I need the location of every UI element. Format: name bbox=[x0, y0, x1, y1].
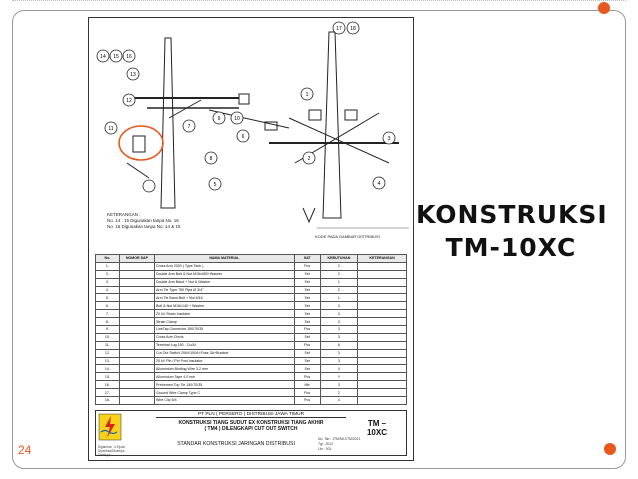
top-border-line bbox=[12, 0, 626, 5]
callout-number: 11 bbox=[108, 125, 114, 132]
cell-name: 20 kV Pin / Pin Post Insulator bbox=[155, 357, 295, 365]
cell-name: Terminal Lug 150 - Cu/Al bbox=[155, 341, 295, 349]
cell-kebutuhan: X bbox=[320, 365, 357, 373]
slide-heading bbox=[416, 198, 606, 264]
cell-sap bbox=[119, 357, 154, 365]
table-row bbox=[96, 286, 407, 294]
title-block-numbers bbox=[318, 437, 360, 452]
table-row bbox=[96, 278, 407, 286]
title-block-code bbox=[348, 419, 406, 437]
cell-kebutuhan: 3 bbox=[320, 381, 357, 389]
title-block-company: PT PLN ( PERSERO ) DISTRIBUSI JAWA TIMUR bbox=[156, 412, 346, 418]
table-row bbox=[96, 397, 407, 405]
notes-title: KETERANGAN : bbox=[107, 212, 141, 217]
table-row bbox=[96, 365, 407, 373]
cell-sap bbox=[119, 318, 154, 326]
cell-no: 5. bbox=[96, 294, 120, 302]
callout-number: 15 bbox=[113, 53, 119, 60]
callout-number: 16 bbox=[126, 53, 132, 60]
cell-keterangan bbox=[358, 373, 407, 381]
cell-sap bbox=[119, 397, 154, 405]
cell-keterangan bbox=[358, 278, 407, 286]
callout-number: 7 bbox=[187, 123, 191, 130]
cell-no: 6. bbox=[96, 302, 120, 310]
cell-keterangan bbox=[358, 365, 407, 373]
cell-sat: Set bbox=[294, 302, 320, 310]
header-keterangan: KETERANGAN bbox=[358, 255, 407, 263]
cell-name: Double Arm Band + Nut & Washer bbox=[155, 278, 295, 286]
cell-name: Arm Tie Type 750 Pipa Ø 3/4" bbox=[155, 286, 295, 294]
cell-keterangan bbox=[358, 262, 407, 270]
cell-no: 12. bbox=[96, 349, 120, 357]
title-block-no: No. Tsb : JTM/SKJ/TM/2021 bbox=[318, 437, 361, 441]
cell-name: Cut Out Switch 20kV/100A+Fuse 3A+Bracket bbox=[155, 349, 295, 357]
cell-kebutuhan: 1 bbox=[320, 294, 357, 302]
cell-keterangan bbox=[358, 389, 407, 397]
title-block-title bbox=[156, 420, 346, 432]
cell-sap bbox=[119, 349, 154, 357]
cell-keterangan bbox=[358, 333, 407, 341]
bottom-right-accent-dot bbox=[604, 443, 616, 455]
cell-keterangan bbox=[358, 341, 407, 349]
material-table-body bbox=[96, 262, 407, 404]
cell-kebutuhan: 2 bbox=[320, 286, 357, 294]
table-row bbox=[96, 294, 407, 302]
heading-line-2: TM-10XC bbox=[445, 233, 577, 262]
header-name: NAMA MATERIAL bbox=[155, 255, 295, 263]
cell-keterangan bbox=[358, 397, 407, 405]
title-block-code-line-2: 10XC bbox=[366, 428, 387, 437]
cell-name: Double Arm Bolt & Nut M16x450+Washer bbox=[155, 270, 295, 278]
cell-no: 7. bbox=[96, 310, 120, 318]
cell-no: 2. bbox=[96, 270, 120, 278]
title-block-title-line-1: KONSTRUKSI TIANG SUDUT EX KONSTRUKSI TIANG AKHIR bbox=[178, 420, 324, 426]
callout-number: 9 bbox=[217, 115, 221, 122]
title-block-signatures: Digambar : Ir.Djoko Diperiksa/Disetujui : Disetujui : bbox=[98, 445, 127, 457]
cell-sat: Set bbox=[294, 310, 320, 318]
cell-no: 14. bbox=[96, 365, 120, 373]
cell-name: Strain Clamp bbox=[155, 318, 295, 326]
cell-name: Alluminium Binding Wire 3.2 mm bbox=[155, 365, 295, 373]
cell-keterangan bbox=[358, 326, 407, 334]
cell-kebutuhan: 3 bbox=[320, 326, 357, 334]
cell-no: 10. bbox=[96, 333, 120, 341]
cell-kebutuhan: 3 bbox=[320, 310, 357, 318]
cell-kebutuhan: 3 bbox=[320, 357, 357, 365]
cell-name: LineTap Connector 150/70/35 bbox=[155, 326, 295, 334]
cell-sap bbox=[119, 341, 154, 349]
cell-sat: Set bbox=[294, 318, 320, 326]
table-row bbox=[96, 302, 407, 310]
cell-kebutuhan: 3 bbox=[320, 302, 357, 310]
callout-number: 13 bbox=[130, 71, 136, 78]
table-row bbox=[96, 373, 407, 381]
cell-sat: Set bbox=[294, 349, 320, 357]
callout-number: 6 bbox=[241, 133, 245, 140]
cell-kebutuhan: 2 bbox=[320, 270, 357, 278]
cell-keterangan bbox=[358, 294, 407, 302]
note-line-2: No. 16 Digunakan tanpa No. 14 & 15 bbox=[107, 224, 181, 229]
cell-no: 4. bbox=[96, 286, 120, 294]
table-row bbox=[96, 310, 407, 318]
cell-sap bbox=[119, 310, 154, 318]
cell-name: Ground Wire Clamp Type C bbox=[155, 389, 295, 397]
cell-sap bbox=[119, 365, 154, 373]
cell-name: Bolt & Nut M16x140 + Washer bbox=[155, 302, 295, 310]
pln-logo-icon bbox=[98, 413, 122, 441]
cell-no: 13. bbox=[96, 357, 120, 365]
cell-kebutuhan: 6 bbox=[320, 341, 357, 349]
callout-number: 1 bbox=[305, 91, 309, 98]
cell-name: Alluminium Tape 4.0 mm bbox=[155, 373, 295, 381]
cell-sat: Set bbox=[294, 286, 320, 294]
cell-sap bbox=[119, 326, 154, 334]
cell-no: 8. bbox=[96, 318, 120, 326]
table-row bbox=[96, 349, 407, 357]
callout-number: 14 bbox=[100, 53, 106, 60]
header-no: No. bbox=[96, 255, 120, 263]
cell-name: Wire Clip 6/4 bbox=[155, 397, 295, 405]
callout-number: 18 bbox=[350, 25, 356, 32]
cell-kebutuhan: 2 bbox=[320, 389, 357, 397]
cell-kebutuhan: Y bbox=[320, 373, 357, 381]
table-row bbox=[96, 357, 407, 365]
table-row bbox=[96, 341, 407, 349]
cell-keterangan bbox=[358, 310, 407, 318]
table-row bbox=[96, 389, 407, 397]
table-row bbox=[96, 262, 407, 270]
cell-sap bbox=[119, 270, 154, 278]
cell-sap bbox=[119, 286, 154, 294]
cell-name: 20 kV Strain Insulator bbox=[155, 310, 295, 318]
cell-keterangan bbox=[358, 381, 407, 389]
top-right-accent-dot bbox=[598, 2, 610, 14]
construction-drawing bbox=[88, 17, 414, 461]
cell-sat: Pcs bbox=[294, 397, 320, 405]
cell-sat: Pcs bbox=[294, 326, 320, 334]
cell-keterangan bbox=[358, 318, 407, 326]
cell-sat: Set bbox=[294, 357, 320, 365]
cell-no: 1. bbox=[96, 262, 120, 270]
callout-number: 3 bbox=[387, 135, 391, 142]
cell-keterangan bbox=[358, 270, 407, 278]
title-block bbox=[95, 410, 407, 456]
callout-number: 12 bbox=[126, 97, 132, 104]
kode-label: KODE PADA GAMBAR DISTRIBUSI bbox=[315, 234, 380, 239]
callout-number: 17 bbox=[336, 25, 342, 32]
table-row bbox=[96, 381, 407, 389]
notes-block bbox=[107, 212, 181, 230]
cell-keterangan bbox=[358, 357, 407, 365]
cell-kebutuhan: 3 bbox=[320, 333, 357, 341]
cell-sat: Pcs bbox=[294, 262, 320, 270]
heading-line-1: KONSTRUKSI bbox=[416, 200, 608, 229]
cell-sat: Pcs bbox=[294, 389, 320, 397]
cell-sap bbox=[119, 262, 154, 270]
cell-kebutuhan: 3 bbox=[320, 349, 357, 357]
cell-sat: Pcs bbox=[294, 373, 320, 381]
cell-no: 3. bbox=[96, 278, 120, 286]
table-row bbox=[96, 318, 407, 326]
cell-kebutuhan: 1 bbox=[320, 278, 357, 286]
callout-number: 8 bbox=[209, 155, 213, 162]
cell-keterangan bbox=[358, 349, 407, 357]
material-table-header bbox=[96, 255, 407, 263]
cell-name: Arm Tie Band Bolt + Nut M16 bbox=[155, 294, 295, 302]
table-row bbox=[96, 270, 407, 278]
cell-kebutuhan: 2 bbox=[320, 262, 357, 270]
cell-no: 9. bbox=[96, 326, 120, 334]
cell-sap bbox=[119, 278, 154, 286]
cell-no: 15. bbox=[96, 373, 120, 381]
title-block-code-line-1: TM – bbox=[367, 419, 387, 428]
cell-sat: Mtr bbox=[294, 381, 320, 389]
cell-no: 11. bbox=[96, 341, 120, 349]
cell-no: 16. bbox=[96, 381, 120, 389]
cell-sap bbox=[119, 333, 154, 341]
cell-sap bbox=[119, 389, 154, 397]
cell-name: Cross Arm Clevis bbox=[155, 333, 295, 341]
cell-sat: Set bbox=[294, 278, 320, 286]
cell-no: 17. bbox=[96, 389, 120, 397]
cell-no: 18. bbox=[96, 397, 120, 405]
title-block-subtitle: STANDAR KONSTRUKSI JARINGAN DISTRIBUSI bbox=[177, 441, 295, 447]
cell-sat: Set bbox=[294, 270, 320, 278]
cell-sap bbox=[119, 381, 154, 389]
cell-sat: Pcs bbox=[294, 341, 320, 349]
header-sat: SAT bbox=[294, 255, 320, 263]
note-line-1: No. 14 : 15 Digunakan tanpa No. 16 bbox=[107, 218, 179, 223]
cell-sat: Set bbox=[294, 333, 320, 341]
cell-sat: Set bbox=[294, 294, 320, 302]
page-number: 24 bbox=[18, 443, 32, 457]
material-table bbox=[95, 254, 407, 405]
cell-kebutuhan: 4 bbox=[320, 397, 357, 405]
table-row bbox=[96, 326, 407, 334]
cell-sap bbox=[119, 294, 154, 302]
cell-keterangan bbox=[358, 286, 407, 294]
header-kebutuhan: KEBUTUHAN bbox=[320, 255, 357, 263]
cell-sap bbox=[119, 302, 154, 310]
cell-name: Preformed Top Tie 150/70/35 bbox=[155, 381, 295, 389]
title-block-date: Tgl : 2012 bbox=[318, 442, 334, 446]
callout-number: 2 bbox=[307, 155, 311, 162]
callout-number: 10 bbox=[234, 115, 240, 122]
cell-keterangan bbox=[358, 302, 407, 310]
header-sap: NOMOR SAP bbox=[119, 255, 154, 263]
title-block-sheet: Lbr : 001 bbox=[318, 447, 332, 451]
cell-name: Cross Arm 2000 ( Type Tank ) bbox=[155, 262, 295, 270]
cell-sap bbox=[119, 373, 154, 381]
table-row bbox=[96, 333, 407, 341]
callout-number: 4 bbox=[377, 180, 381, 187]
callout-number: 5 bbox=[213, 181, 217, 188]
cell-kebutuhan: 3 bbox=[320, 318, 357, 326]
title-block-title-line-2: ( TM4 ) DILENGKAPI CUT OUT SWITCH bbox=[204, 426, 298, 432]
cell-sat: Set bbox=[294, 365, 320, 373]
